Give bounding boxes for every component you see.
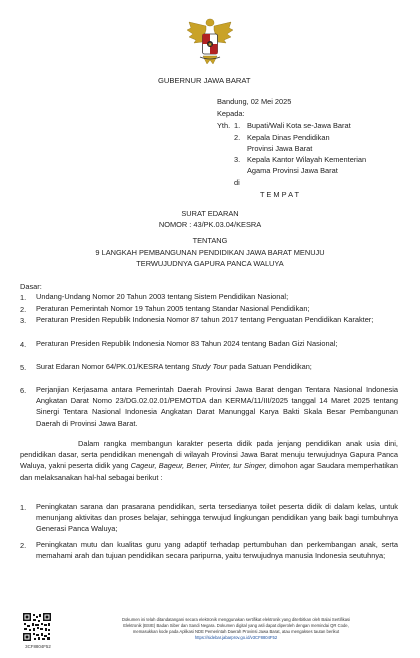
- about-line-1: 9 LANGKAH PEMBANGUNAN PENDIDIKAN JAWA BARAT MENUJU: [95, 248, 325, 257]
- footer-line-1: Dokumen ini telah ditandatangani secara elektronik menggunakan sertifikat elektronik yang diterbitkan oleh Balai Sertifikasi: [121, 617, 351, 622]
- recipient-2-line-2: Provinsi Jawa Barat: [247, 144, 313, 153]
- intro-text-b: dimohon agar Saudara memperhatikan dan melaksanakan hal-hal sebagai berikut :: [20, 461, 398, 482]
- point-1-text: Peningkatan sarana dan prasarana pendidikan, serta tersedianya toilet peserta didik di dalam kelas, untuk menunjang aktivitas dan proses belajar, sehingga terwujud lingkungan pendidikan yang baik bagi tumbuhnya Generasi Panca Waluya;: [36, 502, 398, 534]
- point-1-num: 1.: [20, 503, 27, 512]
- dasar-1-num: 1.: [20, 293, 27, 302]
- dasar-2-text: Peraturan Pemerintah Nomor 19 Tahun 2005 tentang Standar Nasional Pendidikan;: [36, 304, 310, 313]
- about-label: TENTANG: [192, 236, 228, 245]
- yth-label: Yth.: [217, 121, 231, 130]
- recipient-1-num: 1.: [234, 121, 241, 130]
- to-label: Kepada:: [217, 109, 245, 118]
- about-line-2: TERWUJUDNYA GAPURA PANCA WALUYA: [136, 259, 284, 268]
- dasar-3-text: Peraturan Presiden Republik Indonesia Nomor 87 tahun 2017 tentang Penguatan Pendidikan Karakter;: [36, 315, 374, 324]
- dasar-label: Dasar:: [20, 282, 42, 291]
- recipient-1: Bupati/Wali Kota se-Jawa Barat: [247, 121, 351, 130]
- point-2-text: Peningkatan mutu dan kualitas guru yang adaptif terhadap pertumbuhan dan perkembangan anak, serta memahami arah dan tujuan pendidikan secara paripurna, yaitu terwujudnya manusia Indonesia seutuhnya;: [36, 540, 398, 561]
- letter-number: NOMOR : 43/PK.03.04/KESRA: [158, 220, 262, 229]
- recipient-3-line-2: Agama Provinsi Jawa Barat: [247, 166, 338, 175]
- recipient-2-num: 2.: [234, 133, 241, 142]
- intro-text-italic: Cageur, Bageur, Bener, Pinter, tur Singer,: [130, 461, 268, 471]
- footer-line-3: memasukkan kode pada Aplikasi NDE Pemerintah Daerah Provinsi Jawa Barat, atau mengakses tautan berikut: [132, 629, 340, 634]
- recipient-3-num: 3.: [234, 155, 241, 164]
- recipient-2-line-1: Kepala Dinas Pendidikan: [247, 133, 330, 142]
- footer-line-2: Elektronik (BSrE) Badan Siber dan Sandi Negara. Dokumen digital yang asli dapat diperoleh dengan memindai QR Code,: [123, 623, 349, 628]
- footer-note: [66, 617, 406, 641]
- dasar-5-text-a: Surat Edaran Nomor 64/PK.01/KESRA tentang: [36, 362, 192, 371]
- dasar-2-num: 2.: [20, 305, 27, 314]
- dasar-6-num: 6.: [20, 386, 27, 395]
- dasar-5-num: 5.: [20, 363, 27, 372]
- dasar-1-text: Undang-Undang Nomor 20 Tahun 2003 tentang Sistem Pendidikan Nasional;: [36, 292, 289, 301]
- qr-code-text: 3CF8804F52: [25, 644, 51, 649]
- dasar-5-text-italic: Study Tour: [191, 362, 228, 371]
- garuda-emblem-icon: [185, 16, 235, 68]
- dasar-6-text: Perjanjian Kerjasama antara Pemerintah Daerah Provinsi Jawa Barat dengan Tentara Nasional Indonesia Angkatan Darat Nomo 23/DG.02.02.01/PEMOTDA dan KERMA/11/III/2025 tanggal 14 Maret 2025 tentang Sinergi Tentara Nasional Indonesia Angkatan Darat Manunggal Karya Bakti Skala Besar Pembangunan Daerah di Provinsi Jawa Barat.: [36, 385, 398, 428]
- dasar-4-text: Peraturan Presiden Republik Indonesia Nomor 83 Tahun 2024 tentang Badan Gizi Nasional;: [36, 339, 338, 348]
- dasar-4-num: 4.: [20, 340, 27, 349]
- dasar-5-text: [36, 361, 398, 372]
- dasar-3-num: 3.: [20, 316, 27, 325]
- intro-paragraph: [20, 438, 398, 483]
- footer-link[interactable]: https://sidebar.jabarprov.go.id/v3CF8804F52: [194, 635, 278, 640]
- place-date: Bandung, 02 Mei 2025: [217, 97, 292, 106]
- header-title: GUBERNUR JAWA BARAT: [158, 76, 251, 85]
- di-label: di: [234, 178, 240, 187]
- intro-text-a: Dalam rangka membangun karakter peserta didik pada jenjang pendidikan anak usia dini, pendidikan dasar, serta pendidikan menengah di wilayah Provinsi Jawa Barat menuju terwujudnya Gapura Panca Waluya, yakni peserta didik yang: [20, 439, 398, 471]
- point-2-num: 2.: [20, 541, 27, 550]
- dasar-5-text-b: pada Satuan Pendidikan;: [227, 362, 312, 371]
- tempat-label: T E M P A T: [260, 190, 300, 199]
- recipient-3-line-1: Kepala Kantor Wilayah Kementerian: [247, 155, 367, 164]
- letter-type: SURAT EDARAN: [181, 209, 239, 218]
- qr-code-icon: [22, 612, 52, 642]
